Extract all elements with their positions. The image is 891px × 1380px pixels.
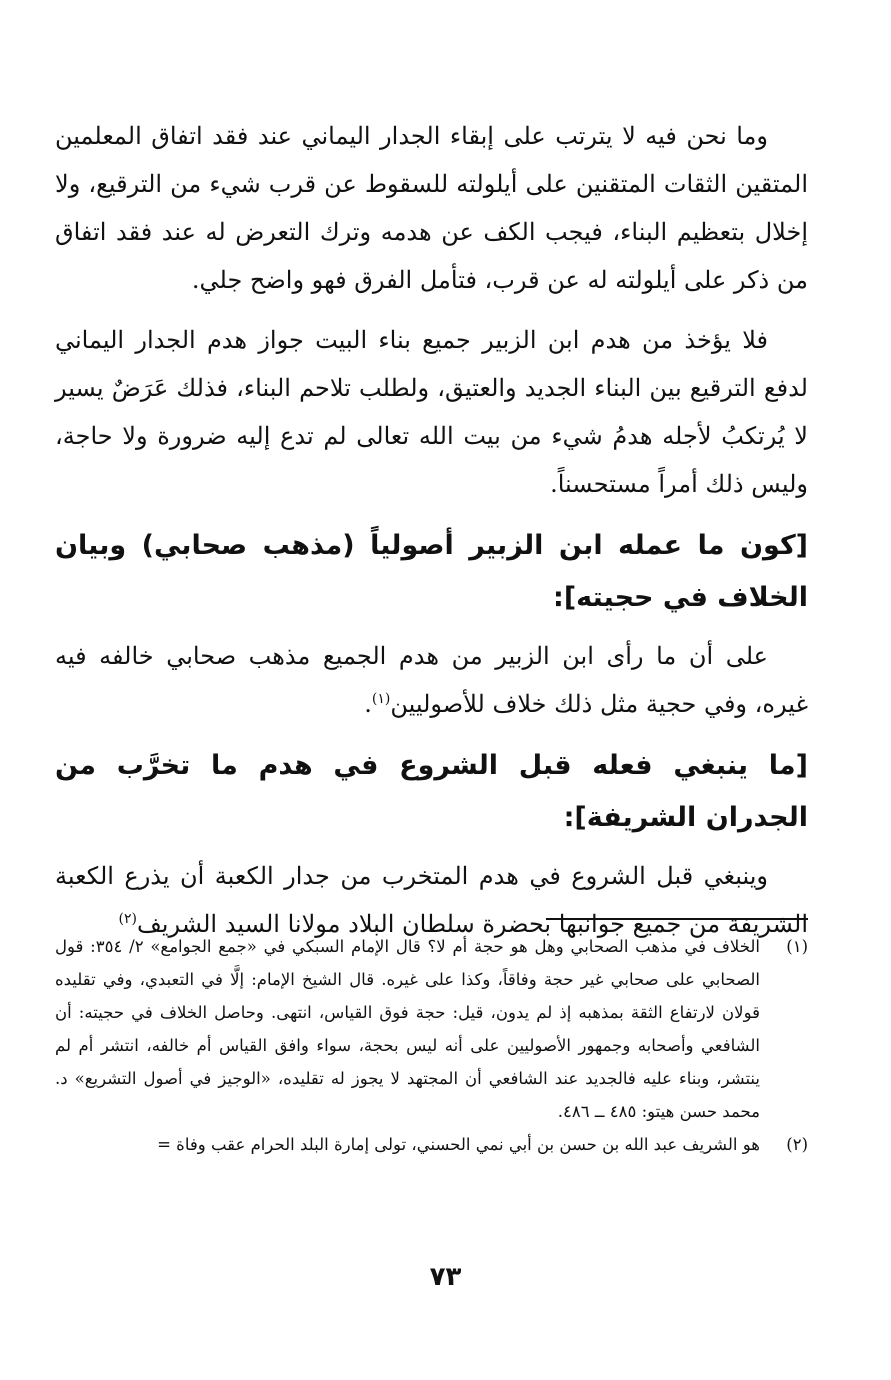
paragraph-3 <box>55 632 808 728</box>
footnote-ref-2[interactable]: (٢) <box>118 911 137 927</box>
footnote-divider <box>546 918 808 920</box>
paragraph-3-end: . <box>364 690 372 718</box>
footnote-ref-1[interactable]: (١) <box>371 691 391 707</box>
section-heading-1: [كون ما عمله ابن الزبير أصولياً (مذهب صحابي) وبيان الخلاف في حجيته]: <box>55 530 808 613</box>
footnote-1-text: الخلاف في مذهب الصحابي وهل هو حجة أم لا؟ قال الإمام السبكي في «جمع الجوامع» ٢/ ٣٥٤: قول الصحابي على صحابي غير حجة وفاقاً، وكذا على غيره. قال الشيخ الإمام: إلَّا في التعبدي، وفي تقليده قولان لارتفاع الثقة بمذهبه إذ لم يدون، قيل: حجة فوق القياس، انتهى. وحاصل الخلاف في حجيته: أن الشافعي وأصحابه وجمهور الأصوليين على أنه ليس بحجة، سواء وافق القياس أم خالفه، انتشر أم لم ينتشر، وبناء عليه فالجديد عند الشافعي أن المجتهد لا يجوز له تقليده، «الوجيز في أصول التشريع» د. محمد حسن هيتو: ٤٨٥ ــ ٤٨٦. <box>55 937 760 1121</box>
footnotes <box>55 930 808 1161</box>
paragraph-3-text: على أن ما رأى ابن الزبير من هدم الجميع مذهب صحابي خالفه فيه غيره، وفي حجية مثل ذلك خلاف للأصوليين <box>55 642 808 718</box>
page-number: ٧٣ <box>429 1262 462 1292</box>
section-heading-2: [ما ينبغي فعله قبل الشروع في هدم ما تخرَّب من الجدران الشريفة]: <box>55 750 808 833</box>
footnote-2-number: (٢) <box>786 1135 808 1154</box>
footnote-2 <box>55 1128 808 1161</box>
footnote-1-number: (١) <box>786 937 808 956</box>
paragraph-4-text: وينبغي قبل الشروع في هدم المتخرب من جدار الكعبة أن يذرع الكعبة الشريفة من جميع جوانبها بحضرة سلطان البلاد مولانا السيد الشريف <box>55 862 808 938</box>
footnote-2-text: هو الشريف عبد الله بن حسن بن أبي نمي الحسني، تولى إمارة البلد الحرام عقب وفاة = <box>157 1135 760 1154</box>
paragraph-2: فلا يؤخذ من هدم ابن الزبير جميع بناء البيت جواز هدم الجدار اليماني لدفع الترقيع بين البناء الجديد والعتيق، ولطلب تلاحم البناء، فذلك عَرَضٌ يسير لا يُرتكبُ لأجله هدمُ شيء من بيت الله تعالى لم تدع إليه ضرورة ولا حاجة، وليس ذلك أمراً مستحسناً. <box>55 326 808 498</box>
footnote-1 <box>55 930 808 1128</box>
paragraph-1: وما نحن فيه لا يترتب على إبقاء الجدار اليماني عند فقد اتفاق المعلمين المتقين الثقات المتقنين على أيلولته للسقوط عن قرب شيء من الترقيع، ولا إخلال بتعظيم البناء، فيجب الكف عن هدمه وترك التعرض له عند فقد اتفاق من ذكر على أيلولته له عن قرب، فتأمل الفرق فهو واضح جلي. <box>55 122 808 294</box>
